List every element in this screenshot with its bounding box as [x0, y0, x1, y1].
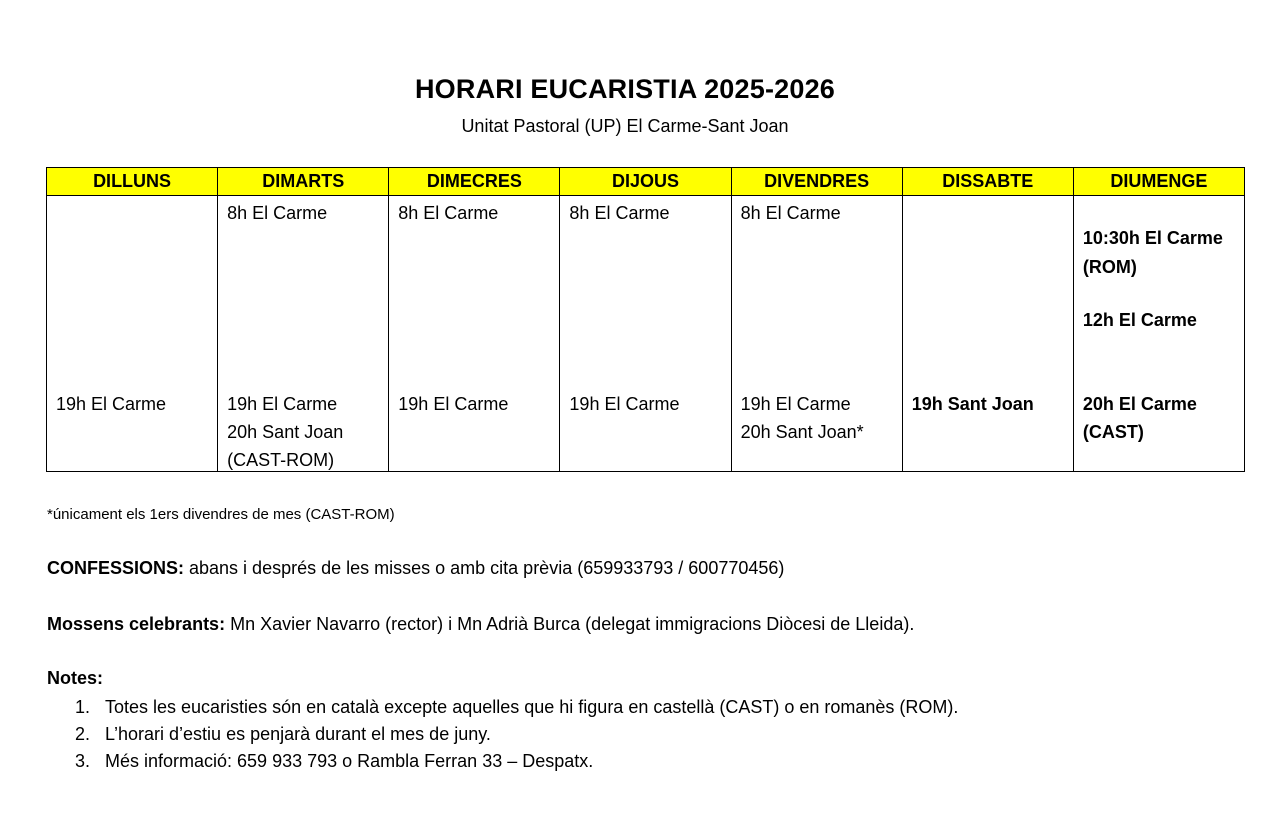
- day-header-dimarts: DIMARTS: [218, 168, 389, 196]
- mass-time: 19h El Carme: [56, 394, 167, 414]
- morning-masses: [398, 200, 555, 227]
- schedule-table: [46, 167, 1245, 472]
- mass-time: 8h El Carme: [740, 203, 841, 223]
- schedule-header-row: [47, 168, 1245, 196]
- note-number: 3.: [75, 751, 91, 771]
- day-cell-dissabte: [902, 196, 1073, 472]
- day-header-dimecres: DIMECRES: [389, 168, 560, 196]
- page-title: HORARI EUCARISTIA 2025-2026: [414, 74, 836, 104]
- evening-masses: [912, 390, 1069, 418]
- note-number: 2.: [75, 724, 91, 744]
- mass-language: (CAST-ROM): [227, 450, 335, 470]
- note-text: Més informació: 659 933 793 o Rambla Ferran 33 – Despatx.: [105, 751, 594, 771]
- morning-masses: [569, 200, 726, 227]
- day-header-dilluns: DILLUNS: [47, 168, 218, 196]
- confessions-paragraph: [47, 558, 784, 579]
- day-cell-diumenge: [1073, 196, 1244, 472]
- mass-time: 20h El Carme: [1082, 394, 1197, 414]
- note-number: 1.: [75, 697, 91, 717]
- day-header-divendres: DIVENDRES: [731, 168, 902, 196]
- day-cell-divendres: [731, 196, 902, 472]
- mass-language: (CAST): [1082, 422, 1144, 442]
- mass-time: 20h Sant Joan: [227, 422, 344, 442]
- day-cell-dijous: [560, 196, 731, 472]
- confessions-text: abans i després de les misses o amb cita prèvia (659933793 / 600770456): [184, 558, 785, 578]
- celebrants-paragraph: [47, 614, 914, 635]
- celebrants-text: Mn Xavier Navarro (rector) i Mn Adrià Burca (delegat immigracions Diòcesi de Lleida).: [225, 614, 915, 634]
- mass-time: 20h Sant Joan*: [740, 422, 864, 442]
- day-header-dissabte: DISSABTE: [902, 168, 1073, 196]
- day-header-diumenge: DIUMENGE: [1073, 168, 1244, 196]
- morning-masses: [741, 200, 898, 227]
- day-cell-dimarts: [218, 196, 389, 472]
- evening-masses: [227, 390, 384, 474]
- mass-time: 19h El Carme: [740, 394, 851, 414]
- evening-masses: [398, 390, 555, 418]
- list-item: [75, 721, 958, 748]
- evening-masses: [1083, 390, 1240, 446]
- evening-masses: [56, 390, 213, 418]
- evening-masses: [569, 390, 726, 418]
- list-item: [75, 748, 958, 775]
- list-item: [75, 694, 958, 721]
- day-header-dijous: DIJOUS: [560, 168, 731, 196]
- day-cell-dimecres: [389, 196, 560, 472]
- midday-masses: [1083, 306, 1240, 335]
- evening-masses: [741, 390, 898, 446]
- notes-list: [75, 694, 958, 775]
- mass-time: 8h El Carme: [398, 203, 499, 223]
- mass-time: 8h El Carme: [569, 203, 670, 223]
- confessions-label: CONFESSIONS:: [47, 558, 185, 578]
- mass-time: 8h El Carme: [227, 203, 328, 223]
- morning-masses: [1083, 224, 1240, 282]
- mass-time: 12h El Carme: [1082, 310, 1197, 330]
- footnote: *únicament els 1ers divendres de mes (CAST-ROM): [47, 506, 395, 523]
- mass-language: (ROM): [1082, 257, 1137, 277]
- morning-masses: [227, 200, 384, 227]
- mass-time: 10:30h El Carme: [1082, 228, 1223, 248]
- day-cell-dilluns: [47, 196, 218, 472]
- note-text: Totes les eucaristies són en català excepte aquelles que hi figura en castellà (CAST) o en romanès (ROM).: [105, 697, 959, 717]
- mass-time: 19h El Carme: [227, 394, 338, 414]
- celebrants-label: Mossens celebrants:: [47, 614, 226, 634]
- mass-time: 19h El Carme: [398, 394, 509, 414]
- mass-time: 19h El Carme: [569, 394, 680, 414]
- schedule-body-row: [47, 196, 1245, 472]
- note-text: L’horari d’estiu es penjarà durant el mes de juny.: [105, 724, 491, 744]
- notes-heading: Notes:: [47, 668, 104, 688]
- mass-time: 19h Sant Joan: [911, 394, 1034, 414]
- page-subtitle: Unitat Pastoral (UP) El Carme-Sant Joan: [461, 116, 789, 136]
